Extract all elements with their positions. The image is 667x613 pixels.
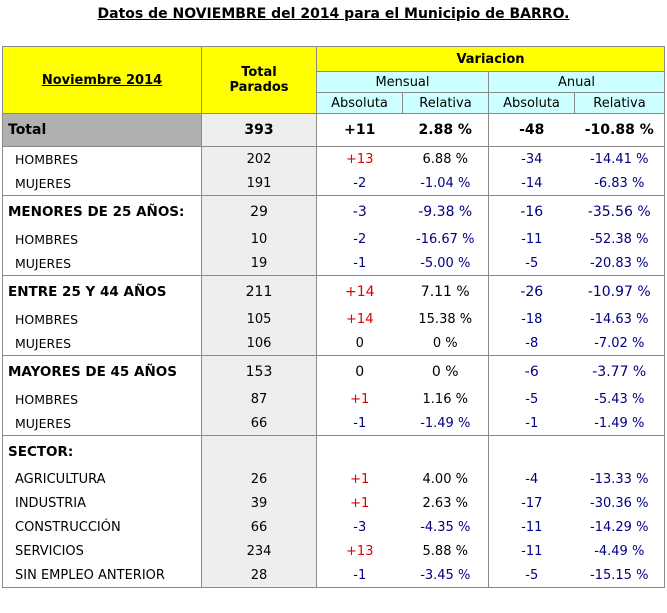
row-total: 28 — [202, 563, 317, 588]
row-a-abs: -1 — [489, 411, 575, 436]
row-a-abs: -16 — [489, 196, 575, 228]
row-a-rel: -52.38 % — [575, 227, 665, 251]
row-m-rel: 4.00 % — [422, 471, 468, 487]
row-a-abs: -18 — [489, 307, 575, 331]
row-a-rel: -7.02 % — [575, 331, 665, 356]
row-m-abs: -1 — [317, 251, 403, 276]
row-m-abs: +13 — [317, 539, 403, 563]
total-value: 393 — [202, 114, 317, 147]
row-m-abs: +13 — [317, 147, 403, 172]
row-a-abs: -11 — [489, 515, 575, 539]
row-label: CONSTRUCCIÓN — [3, 515, 202, 539]
row-m-rel: -3.45 % — [403, 563, 489, 588]
row-label: ENTRE 25 Y 44 AÑOS — [3, 276, 202, 308]
row-total: 191 — [202, 171, 317, 196]
row-a-rel: -14.41 % — [575, 147, 665, 172]
row-m-abs — [317, 436, 403, 468]
row-a-abs: -11 — [489, 227, 575, 251]
row-m-rel: 6.88 % — [403, 147, 489, 172]
row-a-abs: -11 — [489, 539, 575, 563]
row-a-abs: -6 — [489, 356, 575, 388]
row-a-rel — [575, 436, 665, 468]
row-a-rel: -4.49 % — [575, 539, 665, 563]
total-parados-header: Total Parados — [202, 47, 317, 114]
row-m-rel: 2.63 % — [422, 495, 468, 511]
row-a-abs: -4 — [489, 467, 575, 491]
month-header: Noviembre 2014 — [3, 47, 202, 114]
row-label: MAYORES DE 45 AÑOS — [3, 356, 202, 388]
row-m-rel: -1.49 % — [420, 415, 471, 431]
mensual-header: Mensual — [317, 72, 489, 93]
row-a-rel: -1.49 % — [575, 411, 665, 436]
row-label: SIN EMPLEO ANTERIOR — [3, 563, 202, 588]
row-a-rel: -14.63 % — [575, 307, 665, 331]
row-m-rel: -1.04 % — [420, 175, 471, 191]
row-m-abs: -2 — [317, 227, 403, 251]
row-a-rel: -15.15 % — [575, 563, 665, 588]
row-a-abs: -5 — [489, 251, 575, 276]
row-m-rel — [403, 436, 489, 468]
row-m-abs: +14 — [317, 307, 403, 331]
row-total: 66 — [202, 515, 317, 539]
mensual-absoluta-header: Absoluta — [317, 93, 403, 114]
table-row — [3, 251, 665, 276]
row-a-abs: -14 — [489, 171, 575, 196]
table-row — [3, 411, 665, 436]
table-row — [3, 331, 665, 356]
table-row — [3, 171, 665, 196]
row-label: HOMBRES — [3, 387, 202, 411]
table-row — [3, 387, 665, 411]
row-label: MUJERES — [3, 411, 202, 436]
row-total: 29 — [202, 196, 317, 228]
group-row — [3, 436, 665, 468]
row-m-rel: -16.67 % — [416, 231, 475, 247]
row-total: 211 — [202, 276, 317, 308]
row-a-rel: -35.56 % — [575, 196, 665, 228]
anual-absoluta-header: Absoluta — [489, 93, 575, 114]
table-row — [3, 227, 665, 251]
row-total: 10 — [202, 227, 317, 251]
row-a-rel: -5.43 % — [575, 387, 665, 411]
table-row — [3, 515, 665, 539]
group-row — [3, 196, 665, 228]
row-label: MENORES DE 25 AÑOS: — [3, 196, 202, 228]
row-m-rel: 5.88 % — [422, 543, 468, 559]
row-label: SERVICIOS — [3, 539, 202, 563]
row-total: 202 — [202, 147, 317, 172]
row-a-abs: -5 — [489, 563, 575, 588]
total-a-rel: -10.88 % — [575, 114, 665, 147]
row-m-abs: -1 — [317, 411, 403, 436]
row-m-abs: -2 — [317, 171, 403, 196]
row-label: SECTOR: — [3, 436, 202, 468]
row-m-abs: -1 — [317, 563, 403, 588]
row-total: 26 — [202, 467, 317, 491]
row-a-abs: -26 — [489, 276, 575, 308]
row-m-rel: -4.35 % — [420, 519, 471, 535]
row-m-abs: +1 — [317, 467, 403, 491]
group-row — [3, 276, 665, 308]
row-a-rel: -30.36 % — [575, 491, 665, 515]
variacion-header: Variacion — [317, 47, 665, 72]
row-a-abs: -34 — [489, 147, 575, 172]
row-a-abs: -5 — [489, 387, 575, 411]
unemployment-table — [2, 46, 665, 588]
row-label: HOMBRES — [3, 147, 202, 172]
row-total: 66 — [202, 411, 317, 436]
total-row — [3, 114, 665, 147]
row-a-rel: -10.97 % — [575, 276, 665, 308]
row-label: MUJERES — [3, 251, 202, 276]
row-a-abs: -17 — [489, 491, 575, 515]
total-label: Total — [3, 114, 202, 147]
row-m-rel: -5.00 % — [420, 255, 471, 271]
row-a-abs — [489, 436, 575, 468]
total-a-abs: -48 — [489, 114, 575, 147]
page-title: Datos de NOVIEMBRE del 2014 para el Municipio de BARRO. — [97, 6, 570, 22]
anual-relativa-header: Relativa — [575, 93, 665, 114]
row-label: HOMBRES — [3, 227, 202, 251]
row-label: MUJERES — [3, 171, 202, 196]
row-total: 105 — [202, 307, 317, 331]
row-m-rel: -9.38 % — [403, 196, 489, 228]
total-m-rel: 2.88 % — [403, 114, 489, 147]
mensual-relativa-header: Relativa — [403, 93, 489, 114]
table-row — [3, 307, 665, 331]
row-label: HOMBRES — [3, 307, 202, 331]
row-m-abs: +1 — [317, 491, 403, 515]
row-m-abs: 0 — [317, 356, 403, 388]
row-m-abs: -3 — [317, 515, 403, 539]
table-row — [3, 147, 665, 172]
row-total: 106 — [202, 331, 317, 356]
row-m-rel: 0 % — [403, 356, 489, 388]
table-row — [3, 467, 665, 491]
row-a-rel: -3.77 % — [575, 356, 665, 388]
row-m-rel: 15.38 % — [418, 311, 473, 327]
row-a-rel: -20.83 % — [575, 251, 665, 276]
row-m-rel: 0 % — [432, 335, 458, 351]
table-row — [3, 563, 665, 588]
row-label: AGRICULTURA — [3, 467, 202, 491]
group-row — [3, 356, 665, 388]
row-m-abs: +1 — [317, 387, 403, 411]
row-total: 234 — [202, 539, 317, 563]
row-total: 87 — [202, 387, 317, 411]
row-a-rel: -6.83 % — [575, 171, 665, 196]
row-label: MUJERES — [3, 331, 202, 356]
row-total — [202, 436, 317, 468]
table-row — [3, 491, 665, 515]
anual-header: Anual — [489, 72, 665, 93]
row-a-abs: -8 — [489, 331, 575, 356]
row-m-abs: 0 — [317, 331, 403, 356]
row-m-rel: 1.16 % — [422, 391, 468, 407]
table-row — [3, 539, 665, 563]
row-total: 19 — [202, 251, 317, 276]
row-m-abs: -3 — [317, 196, 403, 228]
total-m-abs: +11 — [317, 114, 403, 147]
row-total: 39 — [202, 491, 317, 515]
row-m-abs: +14 — [317, 276, 403, 308]
row-a-rel: -13.33 % — [575, 467, 665, 491]
row-total: 153 — [202, 356, 317, 388]
row-a-rel: -14.29 % — [575, 515, 665, 539]
row-m-rel: 7.11 % — [403, 276, 489, 308]
row-label: INDUSTRIA — [3, 491, 202, 515]
